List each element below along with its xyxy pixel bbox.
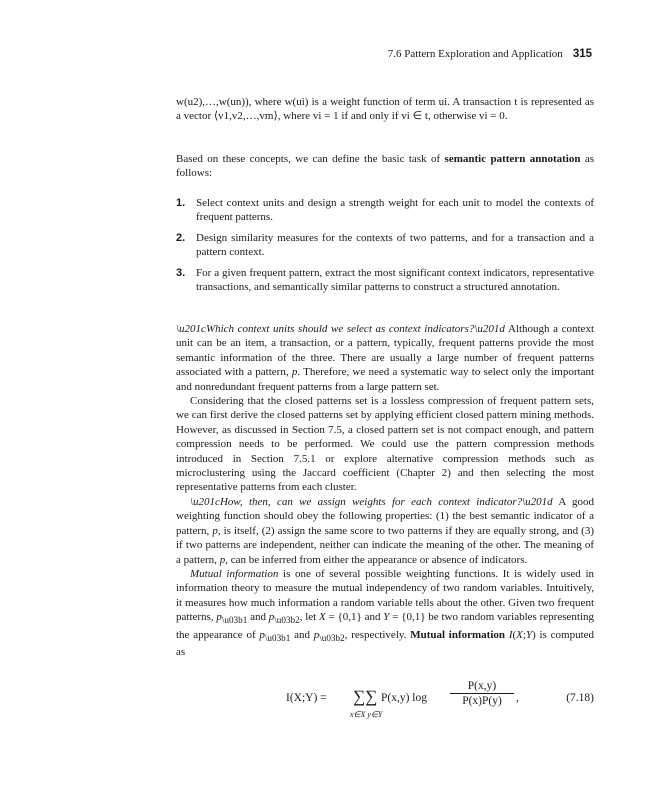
paragraph-mutual: Mutual information is one of several possible weighting functions. It is widely used in information theory to measure the mutual independency of two random variables. Intuitively, it measures how much information a random variable tells about the other. Given two frequent patterns, $p_{\backslash u03b1}$ and $p_{\backslash u03b2}$, let X = {0,1} and Y = {0,1} be two random variables representing the appearance of $p_{\backslash u03b1}$ and $p_{\backslash u03b2}$, respectively. Mutual information I(X;Y) is computed as: [176, 567, 595, 659]
list-item: [176, 196, 594, 225]
paragraph-which: \u201cWhich context units should we select as context indicators?\u201d Although a context unit can be an item, a transaction, or a pattern, typically, frequent patterns provide the most semantic information of the three. There are usually a large number of frequent patterns associated with a pattern, p. Therefore, we need a systematic way to select only the important and nonredundant frequent patterns from a large pattern set.: [176, 323, 595, 393]
paragraph-intro: w(u2),…,w(un)), where w(ui) is a weight function of term ui. A transaction t is represented as a vector ⟨v1,v2,…,vm⟩, where vi = 1 if and only if vi ∈ t, otherwise vi = 0.: [176, 96, 594, 123]
fraction-denominator: P(x)P(y): [462, 695, 502, 707]
paragraph-considering: Considering that the closed patterns set is a lossless compression of frequent pattern sets, we can first derive the closed patterns set by applying efficient closed pattern mining methods. However, as discussed in Section 7.5, a closed pattern set is not compact enough, and pattern compression needs to be performed. We could use the pattern compression methods introduced in Section 7.5.1 or explore alternative compression methods such as microclustering using the Jaccard coefficient (Chapter 2) and then selecting the most representative patterns from each cluster.: [176, 395, 594, 494]
summation-subscript: x∈X y∈Y: [350, 710, 383, 719]
list-text: Design similarity measures for the contexts of two patterns, and for a transaction and a pattern context.: [196, 231, 594, 259]
body-text: [176, 95, 594, 124]
list-text: Select context units and design a strength weight for each unit to model the contexts of frequent patterns.: [196, 197, 594, 224]
list-number: 3.: [176, 266, 186, 279]
paragraph-how: \u201cHow, then, can we assign weights for each context indicator?\u201d A good weighting function should obey the following properties: (1) the best semantic indicator of a pattern, p, is itself, (2) assign the same score to two patterns if they are equally strong, and (3) if two patterns are independent, neither can indicate the meaning of the other. The meaning of a pattern, p, can be inferred from either the appearance or absence of indicators.: [176, 495, 595, 566]
body-text: [176, 322, 594, 660]
equation-7-18: [176, 680, 594, 726]
equation-number: (7.18): [566, 692, 594, 704]
list-number: 2.: [176, 231, 186, 244]
summation-symbols: ∑∑: [353, 687, 378, 706]
equation-lhs: I(X;Y) =: [286, 692, 327, 704]
page-number: 315: [572, 48, 592, 60]
list-item: [176, 266, 594, 295]
list-text: For a given frequent pattern, extract the most significant context indicators, representative transactions, and semantically similar patterns to construct a structured annotation.: [196, 266, 594, 294]
running-header: [388, 48, 592, 60]
equation-fraction: [450, 680, 514, 707]
numbered-list: [176, 196, 594, 294]
section-title: 7.6 Pattern Exploration and Application: [387, 48, 563, 60]
paragraph-based-on: Based on these concepts, we can define the basic task of semantic pattern annotation as follows:: [176, 153, 595, 180]
equation-tail: ,: [516, 692, 519, 704]
list-item: [176, 231, 594, 260]
body-text: [176, 152, 594, 181]
equation-term: P(x,y) log: [381, 692, 427, 704]
list-number: 1.: [176, 197, 186, 209]
fraction-numerator: P(x,y): [450, 680, 514, 694]
